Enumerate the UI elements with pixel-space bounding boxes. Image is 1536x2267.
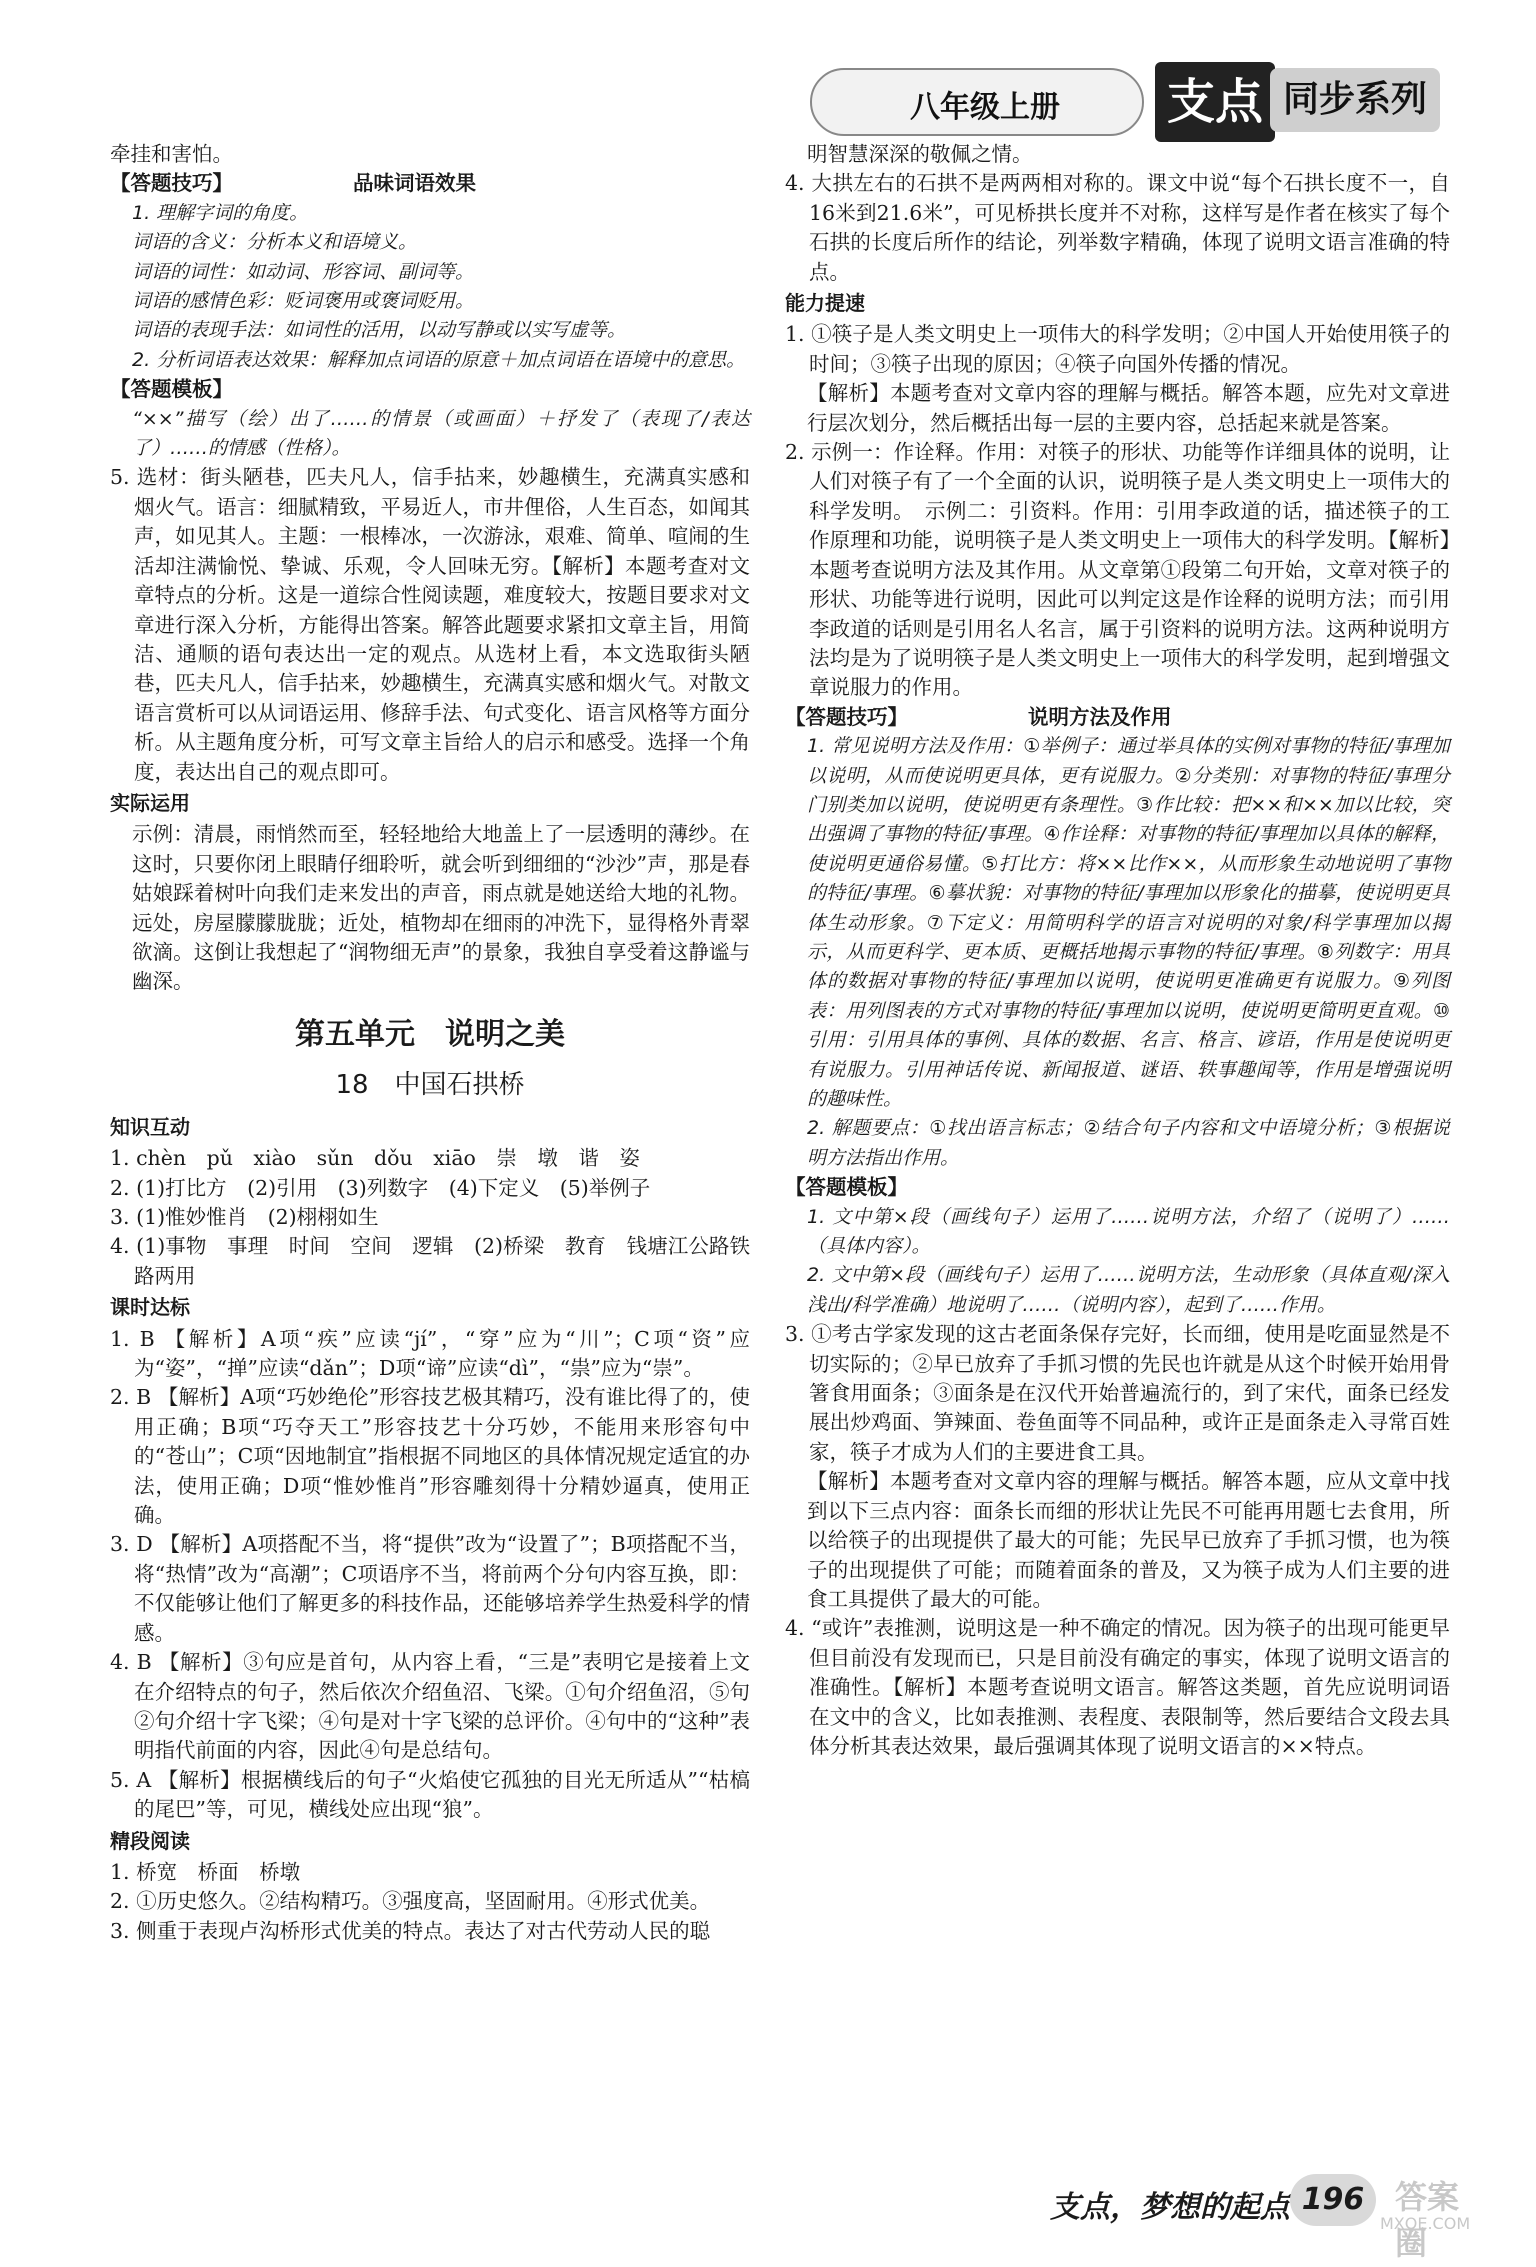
brand-logo: 支点	[1155, 62, 1275, 142]
tip-tag: 【答题技巧】	[110, 171, 233, 196]
series-label: 同步系列	[1270, 68, 1440, 132]
grade-label: 八年级上册	[910, 90, 1060, 125]
answer-item: 1. ①筷子是人类文明史上一项伟大的科学发明；②中国人开始使用筷子的时间；③筷子出现的原因；④筷子向国外传播的情况。	[785, 322, 1450, 376]
page-footer	[1050, 2168, 1471, 2262]
page-number: 196	[1290, 2174, 1376, 2226]
answer-item: 5. A 【解析】根据横线后的句子“火焰使它孤独的目光无所适从”“枯槁的尾巴”等，可见，横线处应出现“狼”。	[110, 1767, 750, 1822]
handwritten-line: “××”描写（绘）出了……的情景（或画面）＋抒发了（表现了/表达了）……的情感（性格）。	[132, 407, 750, 460]
lesson-title: 18 中国石拱桥	[335, 1069, 525, 1100]
answer-item: 4. (1)事物 事理 时间 空间 逻辑 (2)桥梁 教育 钱塘江公路铁路两用	[110, 1234, 750, 1288]
analysis-text: 【解析】本题考查对文章内容的理解与概括。解答本题，应从文章中找到以下三点内容：面条长而细的形状让先民不可能再用题七去食用，所以给筷子的出现提供了最大的可能；先民早已放弃了手抓习惯，也为筷子的出现提供了可能；而随着面条的普及，又为筷子成为人们主要的进食工具提供了最大的可能。	[807, 1469, 1450, 1611]
tip-heading	[785, 703, 1450, 732]
handwritten-line: 词语的词性：如动词、形容词、副词等。	[132, 260, 475, 283]
page-header	[810, 60, 1450, 150]
watermark-url: MXQE.COM	[1380, 2214, 1471, 2233]
section-heading: 课时达标	[110, 1295, 190, 1320]
handwritten-line: 2. 分析词语表达效果：解释加点词语的原意＋加点词语在语境中的意思。	[132, 348, 746, 371]
unit-title: 第五单元 说明之美	[295, 1016, 565, 1052]
handwritten-line: 词语的表现手法：如词性的活用，以动写静或以实写虚等。	[132, 319, 627, 342]
section-heading: 能力提速	[785, 291, 865, 316]
answer-item: 1. B 【解析】A项“疾”应读“jí”，“穿”应为“川”；C项“资”应为“姿”，“掸”应读“dǎn”；D项“谛”应读“dì”，“祟”应为“崇”。	[110, 1326, 750, 1381]
handwritten-line: 2. 解题要点：①找出语言标志；②结合句子内容和文中语境分析；③根据说明方法指出作用。	[807, 1117, 1450, 1169]
answer-item: 1. chèn pǔ xiào sǔn dǒu xiāo 崇 墩 谐 姿	[110, 1146, 640, 1171]
tip-topic: 品味词语效果	[353, 171, 476, 196]
handwritten-line: 1. 理解字词的角度。	[132, 201, 309, 224]
analysis-text: 【解析】本题考查对文章内容的理解与概括。解答本题，应先对文章进行层次划分，然后概括出每一层的主要内容，总括起来就是答案。	[807, 381, 1450, 435]
answer-item: 示例：清晨，雨悄然而至，轻轻地给大地盖上了一层透明的薄纱。在这时，只要你闭上眼睛仔细聆听，就会听到细细的“沙沙”声，那是春姑娘踩着树叶向我们走来发出的声音，雨点就是她送给大地的礼物。远处，房屋朦朦胧胧；近处，植物却在细雨的冲洗下，显得格外青翠欲滴。这倒让我想起了“润物细无声”的景象，我独自享受着这静谧与幽深。	[132, 822, 750, 994]
text-line: 明智慧深深的敬佩之情。	[807, 142, 1033, 166]
answer-item: 2. 示例一：作诠释。作用：对筷子的形状、功能等作详细具体的说明，让人们对筷子有了一个全面的认识，说明筷子是人类文明史上一项伟大的科学发明。 示例二：引资料。作用：引用李政道的话，描述筷子的工作原理和功能，说明筷子是人类文明史上一项伟大的科学发明。【解析】本题考查说明方法及其作用。从文章第①段第二句开始，文章对筷子的形状、功能等进行说明，因此可以判定这是作诠释的说明方法；而引用李政道的话则是引用名人名言，属于引资料的说明方法。这两种说明方法均是为了说明筷子是人类文明史上一项伟大的科学发明，起到增强文章说服力的作用。	[785, 440, 1450, 700]
text-line: 牵挂和害怕。	[110, 142, 233, 166]
answer-item: 2. (1)打比方 (2)引用 (3)列数字 (4)下定义 (5)举例子	[110, 1175, 651, 1200]
watermark: 答案圈	[1395, 2178, 1460, 2262]
answer-item: 2. B 【解析】A项“巧妙绝伦”形容技艺极其精巧，没有谁比得了的，使用正确；B项“巧夺天工”形容技艺十分巧妙，不能用来形容句中的“苍山”；C项“因地制宜”指根据不同地区的具体情况规定适宜的办法，使用正确；D项“惟妙惟肖”形容雕刻得十分精妙逼真，使用正确。	[110, 1385, 750, 1528]
tip-topic: 说明方法及作用	[1028, 704, 1172, 729]
answer-item: 5. 选材：街头陋巷，匹夫凡人，信手拈来，妙趣横生，充满真实感和烟火气。语言：细腻精致，平易近人，市井俚俗，人生百态，如闻其声，如见其人。主题：一根棒冰，一次游泳，艰难、简单、喧闹的生活却注满愉悦、挚诚、乐观，令人回味无穷。【解析】本题考查对文章特点的分析。这是一道综合性阅读题，难度较大，按题目要求对文章进行深入分析，方能得出答案。解答此题要求紧扣文章主旨，用简洁、通顺的语句表达出一定的观点。从选材上看，本文选取街头陋巷，匹夫凡人，信手拈来，妙趣横生，充满真实感和烟火气。对散文语言赏析可以从词语运用、修辞手法、句式变化、语言风格等方面分析。从主题角度分析，可写文章主旨给人的启示和感受。选择一个角度，表达出自己的观点即可。	[110, 465, 750, 784]
answer-item: 3. (1)惟妙惟肖 (2)栩栩如生	[110, 1205, 379, 1229]
section-heading: 知识互动	[110, 1114, 190, 1139]
section-heading: 实际运用	[110, 790, 190, 815]
handwritten-line: 2. 文中第×段（画线句子）运用了……说明方法，生动形象（具体直观/深入浅出/科学准确）地说明了……（说明内容），起到了……作用。	[807, 1264, 1450, 1316]
tip-heading	[110, 169, 750, 198]
tip-tag: 【答题技巧】	[785, 704, 908, 729]
handwritten-line: 词语的感情色彩：贬词褒用或褒词贬用。	[132, 290, 475, 313]
answer-item: 3. D 【解析】A项搭配不当，将“提供”改为“设置了”；B项搭配不当，将“热情”改为“高潮”；C项语序不当，将前两个分句内容互换，即：不仅能够让他们了解更多的科技作品，还能够培养学生热爱科学的情感。	[110, 1532, 750, 1645]
handwritten-line: 1. 常见说明方法及作用：①举例子：通过举具体的实例对事物的特征/事理加以说明，从而使说明更具体，更有说服力。②分类别：对事物的特征/事理分门别类加以说明，使说明更有条理性。③作比较：把××和××加以比较，突出强调了事物的特征/事理。④作诠释：对事物的特征/事理加以具体的解释，使说明更通俗易懂。⑤打比方：将××比作××，从而形象生动地说明了事物的特征/事理。⑥摹状貌：对事物的特征/事理加以形象化的描摹，使说明更具体生动形象。⑦下定义：用简明科学的语言对说明的对象/科学事理加以揭示，从而更科学、更本质、更概括地揭示事物的特征/事理。⑧列数字：用具体的数据对事物的特征/事理加以说明，使说明更准确更有说服力。⑨列图表：用列图表的方式对事物的特征/事理加以说明，使说明更简明更直观。⑩引用：引用具体的事例、具体的数据、名言、格言、谚语，作用是使说明更有说服力。引用神话传说、新闻报道、谜语、轶事趣闻等，作用是增强说明的趣味性。	[807, 735, 1450, 1110]
handwritten-line: 词语的含义：分析本义和语境义。	[132, 231, 418, 254]
answer-item: 4. 大拱左右的石拱不是两两相对称的。课文中说“每个石拱长度不一，自16米到21.6米”，可见桥拱长度并不对称，这样写是作者在核实了每个石拱的长度后所作的结论，列举数字精确，体现了说明文语言准确的特点。	[785, 171, 1450, 284]
left-column	[110, 140, 750, 1946]
template-heading: 【答题模板】	[110, 377, 233, 402]
section-heading: 精段阅读	[110, 1828, 190, 1853]
answer-item: 2. ①历史悠久。②结构精巧。③强度高，坚固耐用。④形式优美。	[110, 1889, 711, 1914]
template-heading: 【答题模板】	[785, 1175, 908, 1200]
answer-item: 1. 桥宽 桥面 桥墩	[110, 1859, 301, 1884]
right-column	[785, 140, 1450, 1761]
answer-item: 3. ①考古学家发现的这古老面条保存完好，长而细，使用是吃面显然是不切实际的；②早已放弃了手抓习惯的先民也许就是从这个时候开始用骨箸食用面条；③面条是在汉代开始普遍流行的，到了宋代，面条已经发展出炒鸡面、笋辣面、卷鱼面等不同品种，或许正是面条走入寻常百姓家，筷子才成为人们的主要进食工具。	[785, 1322, 1450, 1464]
answer-item: 4. B 【解析】③句应是首句，从内容上看，“三是”表明它是接着上文在介绍特点的句子，然后依次介绍鱼沼、飞梁。①句介绍鱼沼，⑤句②句介绍十字飞梁；④句是对十字飞梁的总评价。④句中的“这种”表明指代前面的内容，因此④句是总结句。	[110, 1650, 750, 1763]
handwritten-line: 1. 文中第×段（画线句子）运用了……说明方法，介绍了（说明了）……（具体内容）。	[807, 1205, 1450, 1258]
footer-slogan: 支点，梦想的起点	[1050, 2190, 1290, 2225]
answer-item: 4. “或许”表推测，说明这是一种不确定的情况。因为筷子的出现可能更早但目前没有发现而已，只是目前没有确定的事实，体现了说明文语言的准确性。【解析】本题考查说明文语言。解答这类题，首先应说明词语在文中的含义，比如表推测、表程度、表限制等，然后要结合文段去具体分析其表达效果，最后强调其体现了说明文语言的××特点。	[785, 1616, 1450, 1758]
answer-item: 3. 侧重于表现卢沟桥形式优美的特点。表达了对古代劳动人民的聪	[110, 1918, 711, 1943]
